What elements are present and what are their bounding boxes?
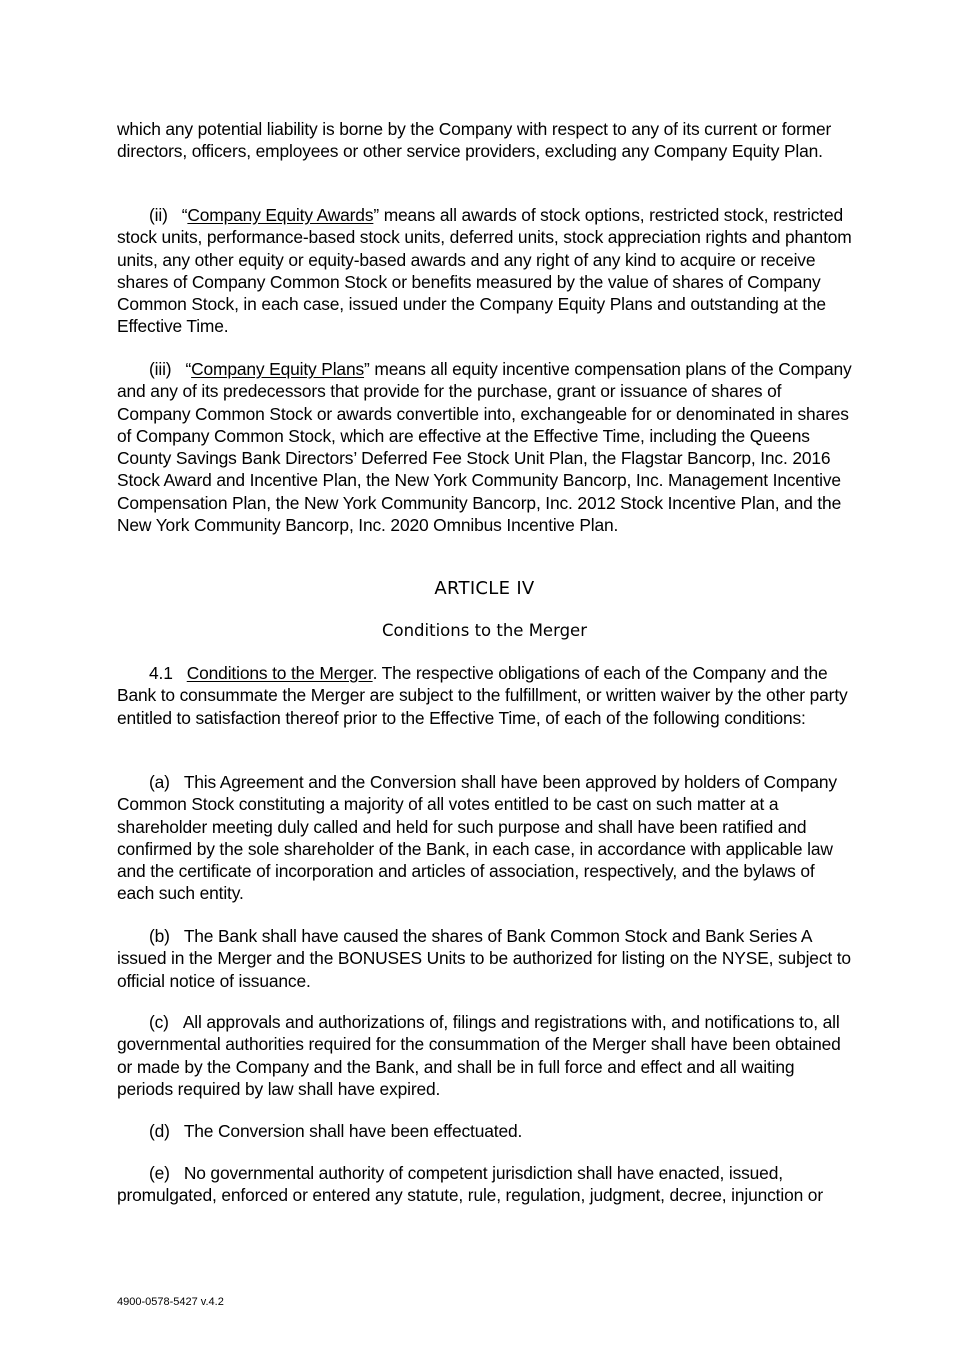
condition-c: (c) All approvals and authorizations of, filings and registrations with, and notifications to, all governmental authorities required for the consummation of the Merger shall have been obtained or made by the Company and the Bank, and shall be in full force and effect and all waiting periods required by law shall have expired. (117, 1012, 841, 1099)
section-number: 4.1 (149, 663, 173, 683)
intro-paragraph: which any potential liability is borne by the Company with respect to any of its current or former directors, officers, employees or other service providers, excluding any Company Equity Plan. (117, 119, 832, 162)
condition-label: (d) (149, 1121, 170, 1141)
condition-label: (c) (149, 1012, 169, 1032)
document-footer-id: 4900-0578-5427 v.4.2 (117, 1296, 224, 1308)
defined-term: Company Equity Plans (191, 359, 365, 379)
condition-d: (d) The Conversion shall have been effectuated. (149, 1121, 523, 1141)
defined-term: Company Equity Awards (187, 205, 374, 225)
condition-label: (e) (149, 1163, 170, 1183)
condition-e: (e) No governmental authority of competent jurisdiction shall have enacted, issued, promulgated, enforced or entered any statute, rule, regulation, judgment, decree, injunction or (117, 1163, 823, 1206)
article-subheading: Conditions to the Merger (381, 621, 587, 640)
condition-b: (b) The Bank shall have caused the shares of Bank Common Stock and Bank Series A issued in the Merger and the BONUSES Units to be authorized for listing on the NYSE, subject to official notice of issuance. (117, 926, 851, 991)
condition-label: (b) (149, 926, 170, 946)
definition-label: (ii) (149, 205, 168, 225)
section-4-1: 4.1 Conditions to the Merger. The respective obligations of each of the Company and the Bank to consummate the Merger are subject to the fulfillment, or written waiver by the other party entitled to satisfaction thereof prior to the Effective Time, of each of the following conditions: (117, 663, 848, 728)
article-heading: ARTICLE IV (434, 578, 535, 599)
condition-a: (a) This Agreement and the Conversion shall have been approved by holders of Company Common Stock constituting a majority of all votes entitled to be cast on such matter at a shareholder meeting duly called and held for such purpose and shall have been ratified and confirmed by the sole shareholder of the Bank, in each case, in accordance with applicable law and the certificate of incorporation and articles of association, respectively, and the bylaws of each such entity. (117, 772, 837, 904)
definition-company-equity-plans: (iii) “Company Equity Plans” means all equity incentive compensation plans of the Company and any of its predecessors that provide for the purchase, grant or issuance of shares of Company Common Stock or awards convertible into, exchangeable for or denominated in shares of Company Common Stock, which are effective at the Effective Time, including the Queens County Savings Bank Directors’ Deferred Fee Stock Unit Plan, the Flagstar Bancorp, Inc. 2016 Stock Award and Incentive Plan, the New York Community Bancorp, Inc. Management Incentive Compensation Plan, the New York Community Bancorp, Inc. 2012 Stock Incentive Plan, and the New York Community Bancorp, Inc. 2020 Omnibus Incentive Plan. (117, 359, 852, 536)
condition-label: (a) (149, 772, 170, 792)
definition-label: (iii) (149, 359, 172, 379)
section-title: Conditions to the Merger (186, 663, 373, 683)
definition-company-equity-awards: (ii) “Company Equity Awards” means all awards of stock options, restricted stock, restricted stock units, performance-based stock units, deferred units, stock appreciation rights and phantom units, any other equity or equity-based awards and any right of any kind to acquire or receive shares of Company Common Stock or benefits measured by the value of shares of Company Common Stock, in each case, issued under the Company Equity Plans and outstanding at the Effective Time. (117, 205, 852, 337)
